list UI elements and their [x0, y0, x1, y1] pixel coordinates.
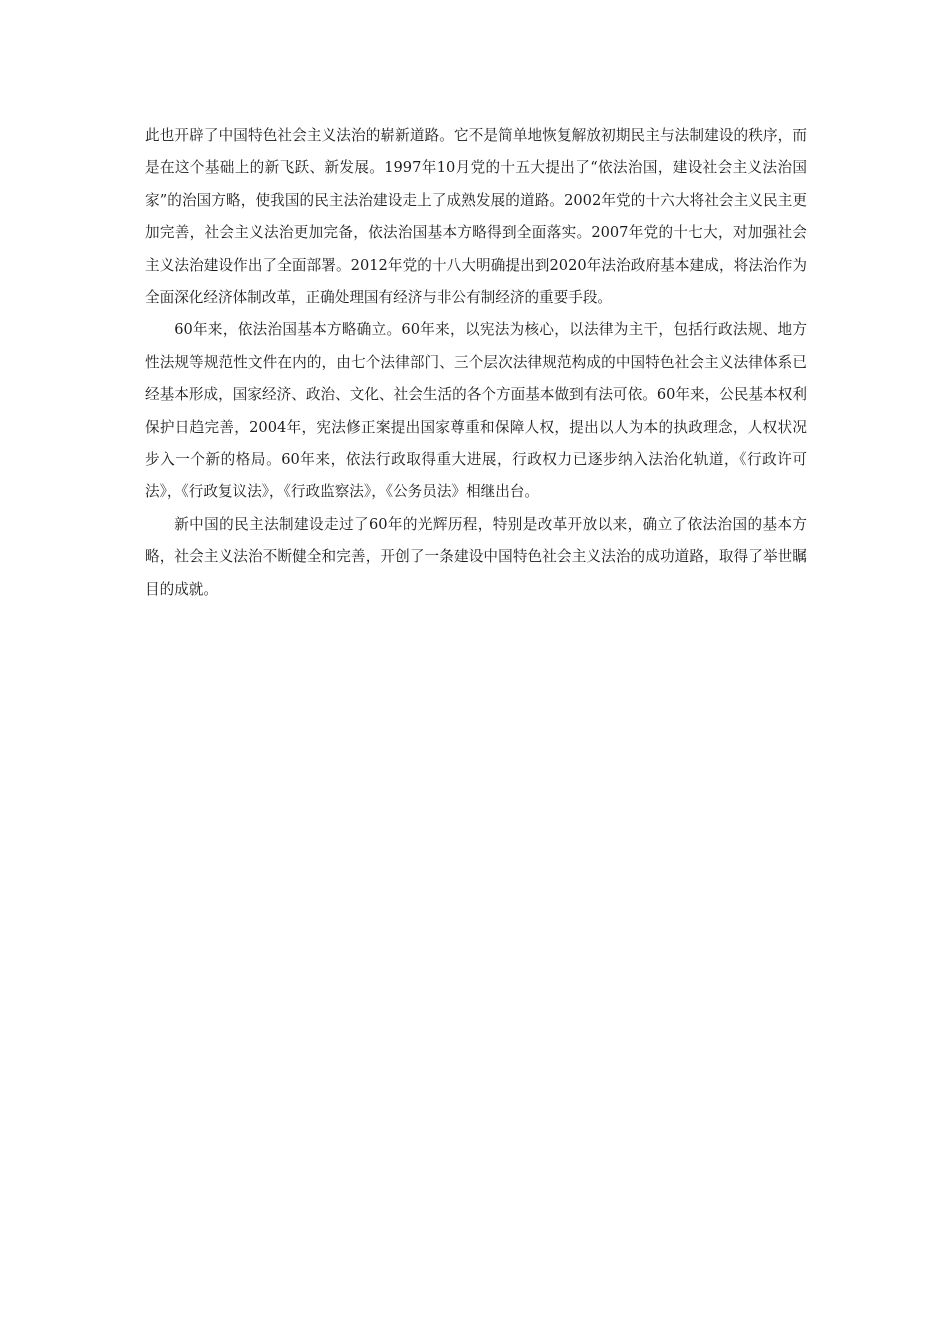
paragraph-3: 新中国的民主法制建设走过了60年的光辉历程，特别是改革开放以来，确立了依法治国的基本方略，社会主义法治不断健全和完善，开创了一条建设中国特色社会主义法治的成功道路，取得了举世瞩目的成就。: [145, 515, 807, 598]
document-body: [145, 120, 807, 606]
paragraph-2: 60年来，依法治国基本方略确立。60年来，以宪法为核心，以法律为主干，包括行政法规、地方性法规等规范性文件在内的，由七个法律部门、三个层次法律规范构成的中国特色社会主义法律体系已经基本形成，国家经济、政治、文化、社会生活的各个方面基本做到有法可依。60年来，公民基本权利保护日趋完善，2004年，宪法修正案提出国家尊重和保障人权，提出以人为本的执政理念，人权状况步入一个新的格局。60年来，依法行政取得重大进展，行政权力已逐步纳入法治化轨道，《行政许可法》，《行政复议法》，《行政监察法》，《公务员法》相继出台。: [145, 321, 807, 501]
paragraph-1: 此也开辟了中国特色社会主义法治的崭新道路。它不是简单地恢复解放初期民主与法制建设的秩序，而是在这个基础上的新飞跃、新发展。1997年10月党的十五大提出了“依法治国，建设社会主义法治国家”的治国方略，使我国的民主法治建设走上了成熟发展的道路。2002年党的十六大将社会主义民主更加完善，社会主义法治更加完备，依法治国基本方略得到全面落实。2007年党的十七大，对加强社会主义法治建设作出了全面部署。2012年党的十八大明确提出到2020年法治政府基本建成，将法治作为全面深化经济体制改革，正确处理国有经济与非公有制经济的重要手段。: [145, 127, 807, 307]
